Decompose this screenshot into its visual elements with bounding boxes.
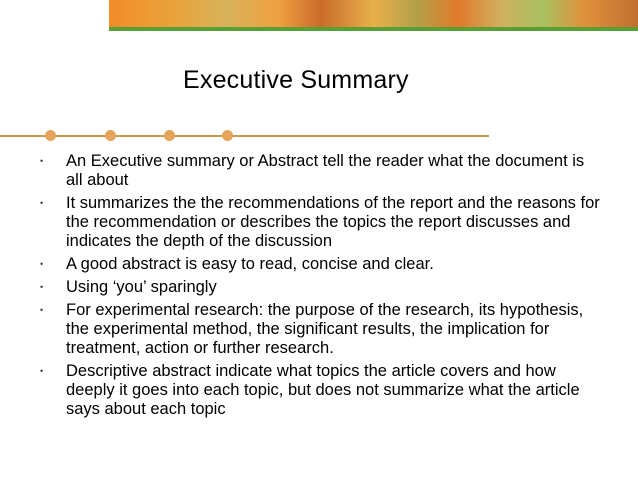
divider-dot-4 — [222, 130, 233, 141]
divider-dot-1 — [45, 130, 56, 141]
divider-dot-3 — [164, 130, 175, 141]
bullet-text: Using ‘you’ sparingly — [66, 278, 217, 296]
divider-dot-2 — [105, 130, 116, 141]
bullet-icon: • — [40, 198, 44, 208]
banner-blank-area — [0, 0, 109, 31]
bullet-item — [40, 278, 600, 297]
bullet-icon: • — [40, 259, 44, 269]
bullet-icon: • — [40, 305, 44, 315]
bullet-list — [40, 152, 600, 423]
title-divider — [0, 135, 489, 137]
bullet-item — [40, 152, 600, 190]
bullet-text: It summarizes the the recommendations of the report and the reasons for the recommendation or describes the topics the report discusses and indicates the depth of the discussion — [66, 194, 600, 250]
bullet-text: A good abstract is easy to read, concise and clear. — [66, 255, 434, 273]
bullet-item — [40, 255, 600, 274]
slide-title: Executive Summary — [183, 66, 409, 94]
banner-green-band — [109, 27, 638, 31]
bullet-icon: • — [40, 282, 44, 292]
bullet-item — [40, 362, 600, 419]
bullet-icon: • — [40, 366, 44, 376]
decorative-banner — [109, 0, 638, 27]
bullet-item — [40, 194, 600, 251]
bullet-text: Descriptive abstract indicate what topics the article covers and how deeply it goes into each topic, but does not summarize what the article says about each topic — [66, 362, 580, 418]
bullet-item — [40, 301, 600, 358]
bullet-text: An Executive summary or Abstract tell the reader what the document is all about — [66, 152, 585, 189]
bullet-icon: • — [40, 156, 44, 166]
bullet-text: For experimental research: the purpose of the research, its hypothesis, the experimental method, the significant results, the implication for treatment, action or further research. — [66, 301, 584, 357]
